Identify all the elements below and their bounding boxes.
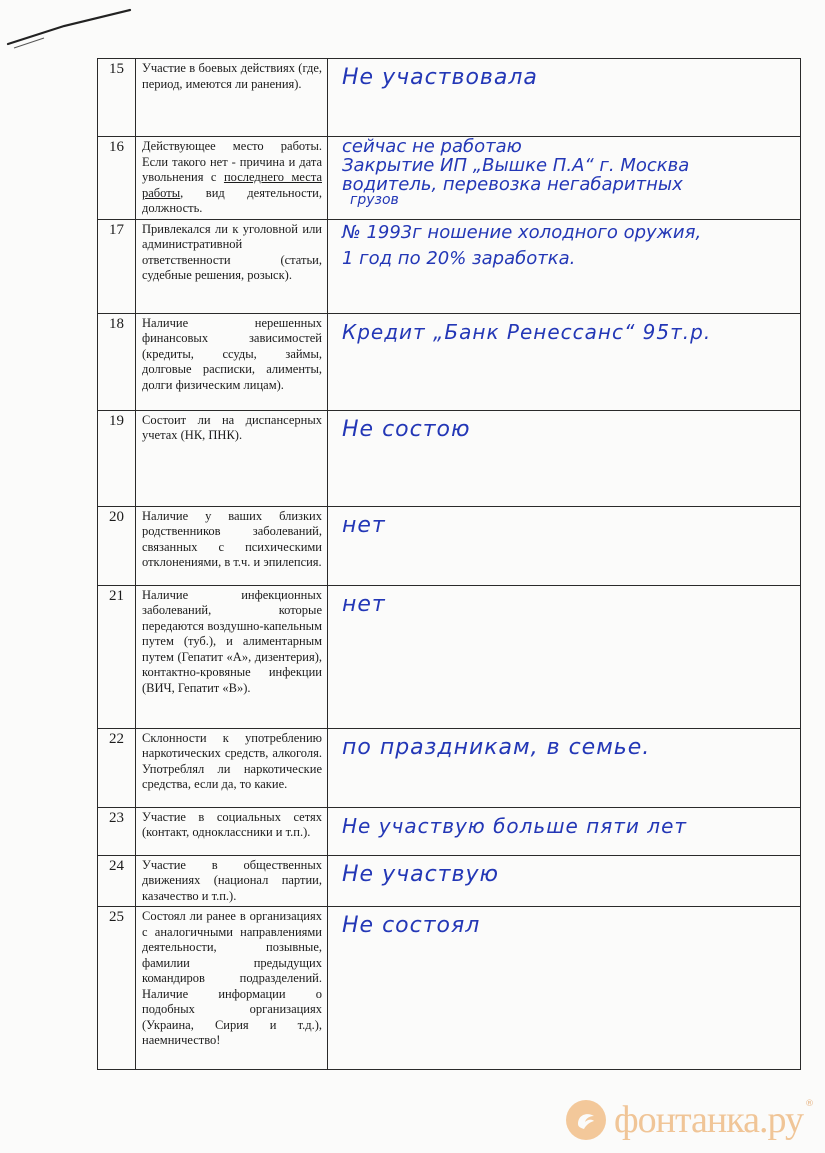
question-text: Привлекался ли к уголовной или административной ответственности (статьи, судебные решения, розыск). [136,219,328,313]
table-row [98,506,801,585]
table-row [98,313,801,410]
row-number: 17 [98,219,136,313]
handwritten-answer [328,907,801,1070]
question-text: Наличие нерешенных финансовых зависимостей (кредиты, ссуды, займы, долговые расписки, алименты, долги физическим лицам). [136,313,328,410]
table-row [98,728,801,807]
handwritten-answer [328,807,801,855]
table-row [98,137,801,220]
table-row [98,907,801,1070]
row-number: 20 [98,506,136,585]
questionnaire-table [97,58,801,1070]
row-number: 15 [98,59,136,137]
question-text-part: Действующее место работы. Если такого нет - причина и дата увольнения с [142,139,322,184]
row-number: 21 [98,585,136,728]
answer-line: водитель, перевозка негабаритных [342,174,683,195]
handwritten-answer [328,410,801,506]
row-number: 18 [98,313,136,410]
watermark-text: фонтанка.ру [614,1099,803,1141]
table-row [98,410,801,506]
answer-line: 1 год по 20% заработка. [342,247,576,269]
question-text-underlined: последнего места работы [142,170,322,200]
scan-edge-mark [4,4,134,52]
answer-line: грузов [350,192,399,208]
handwritten-answer [328,506,801,585]
table-row [98,807,801,855]
question-text: Участие в общественных движениях (национал партии, казачество и т.п.). [136,855,328,907]
table-row [98,219,801,313]
row-number: 16 [98,137,136,220]
fontanka-logo-icon [566,1100,606,1140]
handwritten-answer [328,728,801,807]
table-row [98,585,801,728]
answer-line: по праздникам, в семье. [342,734,651,760]
answer-line: нет [342,512,386,538]
question-text-part: , вид деятельности, должность. [142,185,322,215]
row-number: 22 [98,728,136,807]
answer-line: Не участвовала [342,65,538,90]
answer-line: № 1993г ношение холодного оружия, [342,221,702,243]
question-text: Склонности к употреблению наркотических средств, алкоголя. Употреблял ли наркотические средства, если да, то какие. [136,728,328,807]
row-number: 24 [98,855,136,907]
handwritten-answer [328,219,801,313]
answer-line: нет [342,591,386,617]
answer-line: Кредит „Банк Ренессанс“ 95т.р. [342,319,712,344]
answer-line: сейчас не работаю [342,136,522,157]
question-text: Участие в боевых действиях (где, период, имеются ли ранения). [136,59,328,137]
handwritten-answer [328,59,801,137]
question-text: Состоял ли ранее в организациях с аналогичными направлениями деятельности, позывные, фамилии предыдущих командиров подразделений. Наличие информации о подобных организациях (Украина, Сирия и т.д.), наемничество! [136,907,328,1070]
question-text: Наличие у ваших близких родственников заболеваний, связанных с психическими отклонениями, в т.ч. и эпилепсия. [136,506,328,585]
answer-line: Закрытие ИП „Вышке П.А“ г. Москва [342,155,690,176]
row-number: 23 [98,807,136,855]
question-text: Состоит ли на диспансерных учетах (НК, ПНК). [136,410,328,506]
handwritten-answer [328,137,801,220]
question-text: Наличие инфекционных заболеваний, которые передаются воздушно-капельным путем (туб.), и алиментарным путем (Гепатит «А», дизентерия), контактно-кровяные инфекции (ВИЧ, Гепатит «В»). [136,585,328,728]
table-row [98,59,801,137]
handwritten-answer [328,855,801,907]
handwritten-answer [328,585,801,728]
table-row [98,855,801,907]
handwritten-answer [328,313,801,410]
answer-line: Не состоял [342,913,481,938]
question-text [136,137,328,220]
row-number: 25 [98,907,136,1070]
answer-line: Не участвую [342,861,499,887]
registered-mark: ® [804,1099,814,1109]
row-number: 19 [98,410,136,506]
fontanka-watermark [566,1095,816,1145]
question-text: Участие в социальных сетях (контакт, одноклассники и т.п.). [136,807,328,855]
answer-line: Не участвую больше пяти лет [342,813,688,838]
answer-line: Не состою [342,416,471,442]
